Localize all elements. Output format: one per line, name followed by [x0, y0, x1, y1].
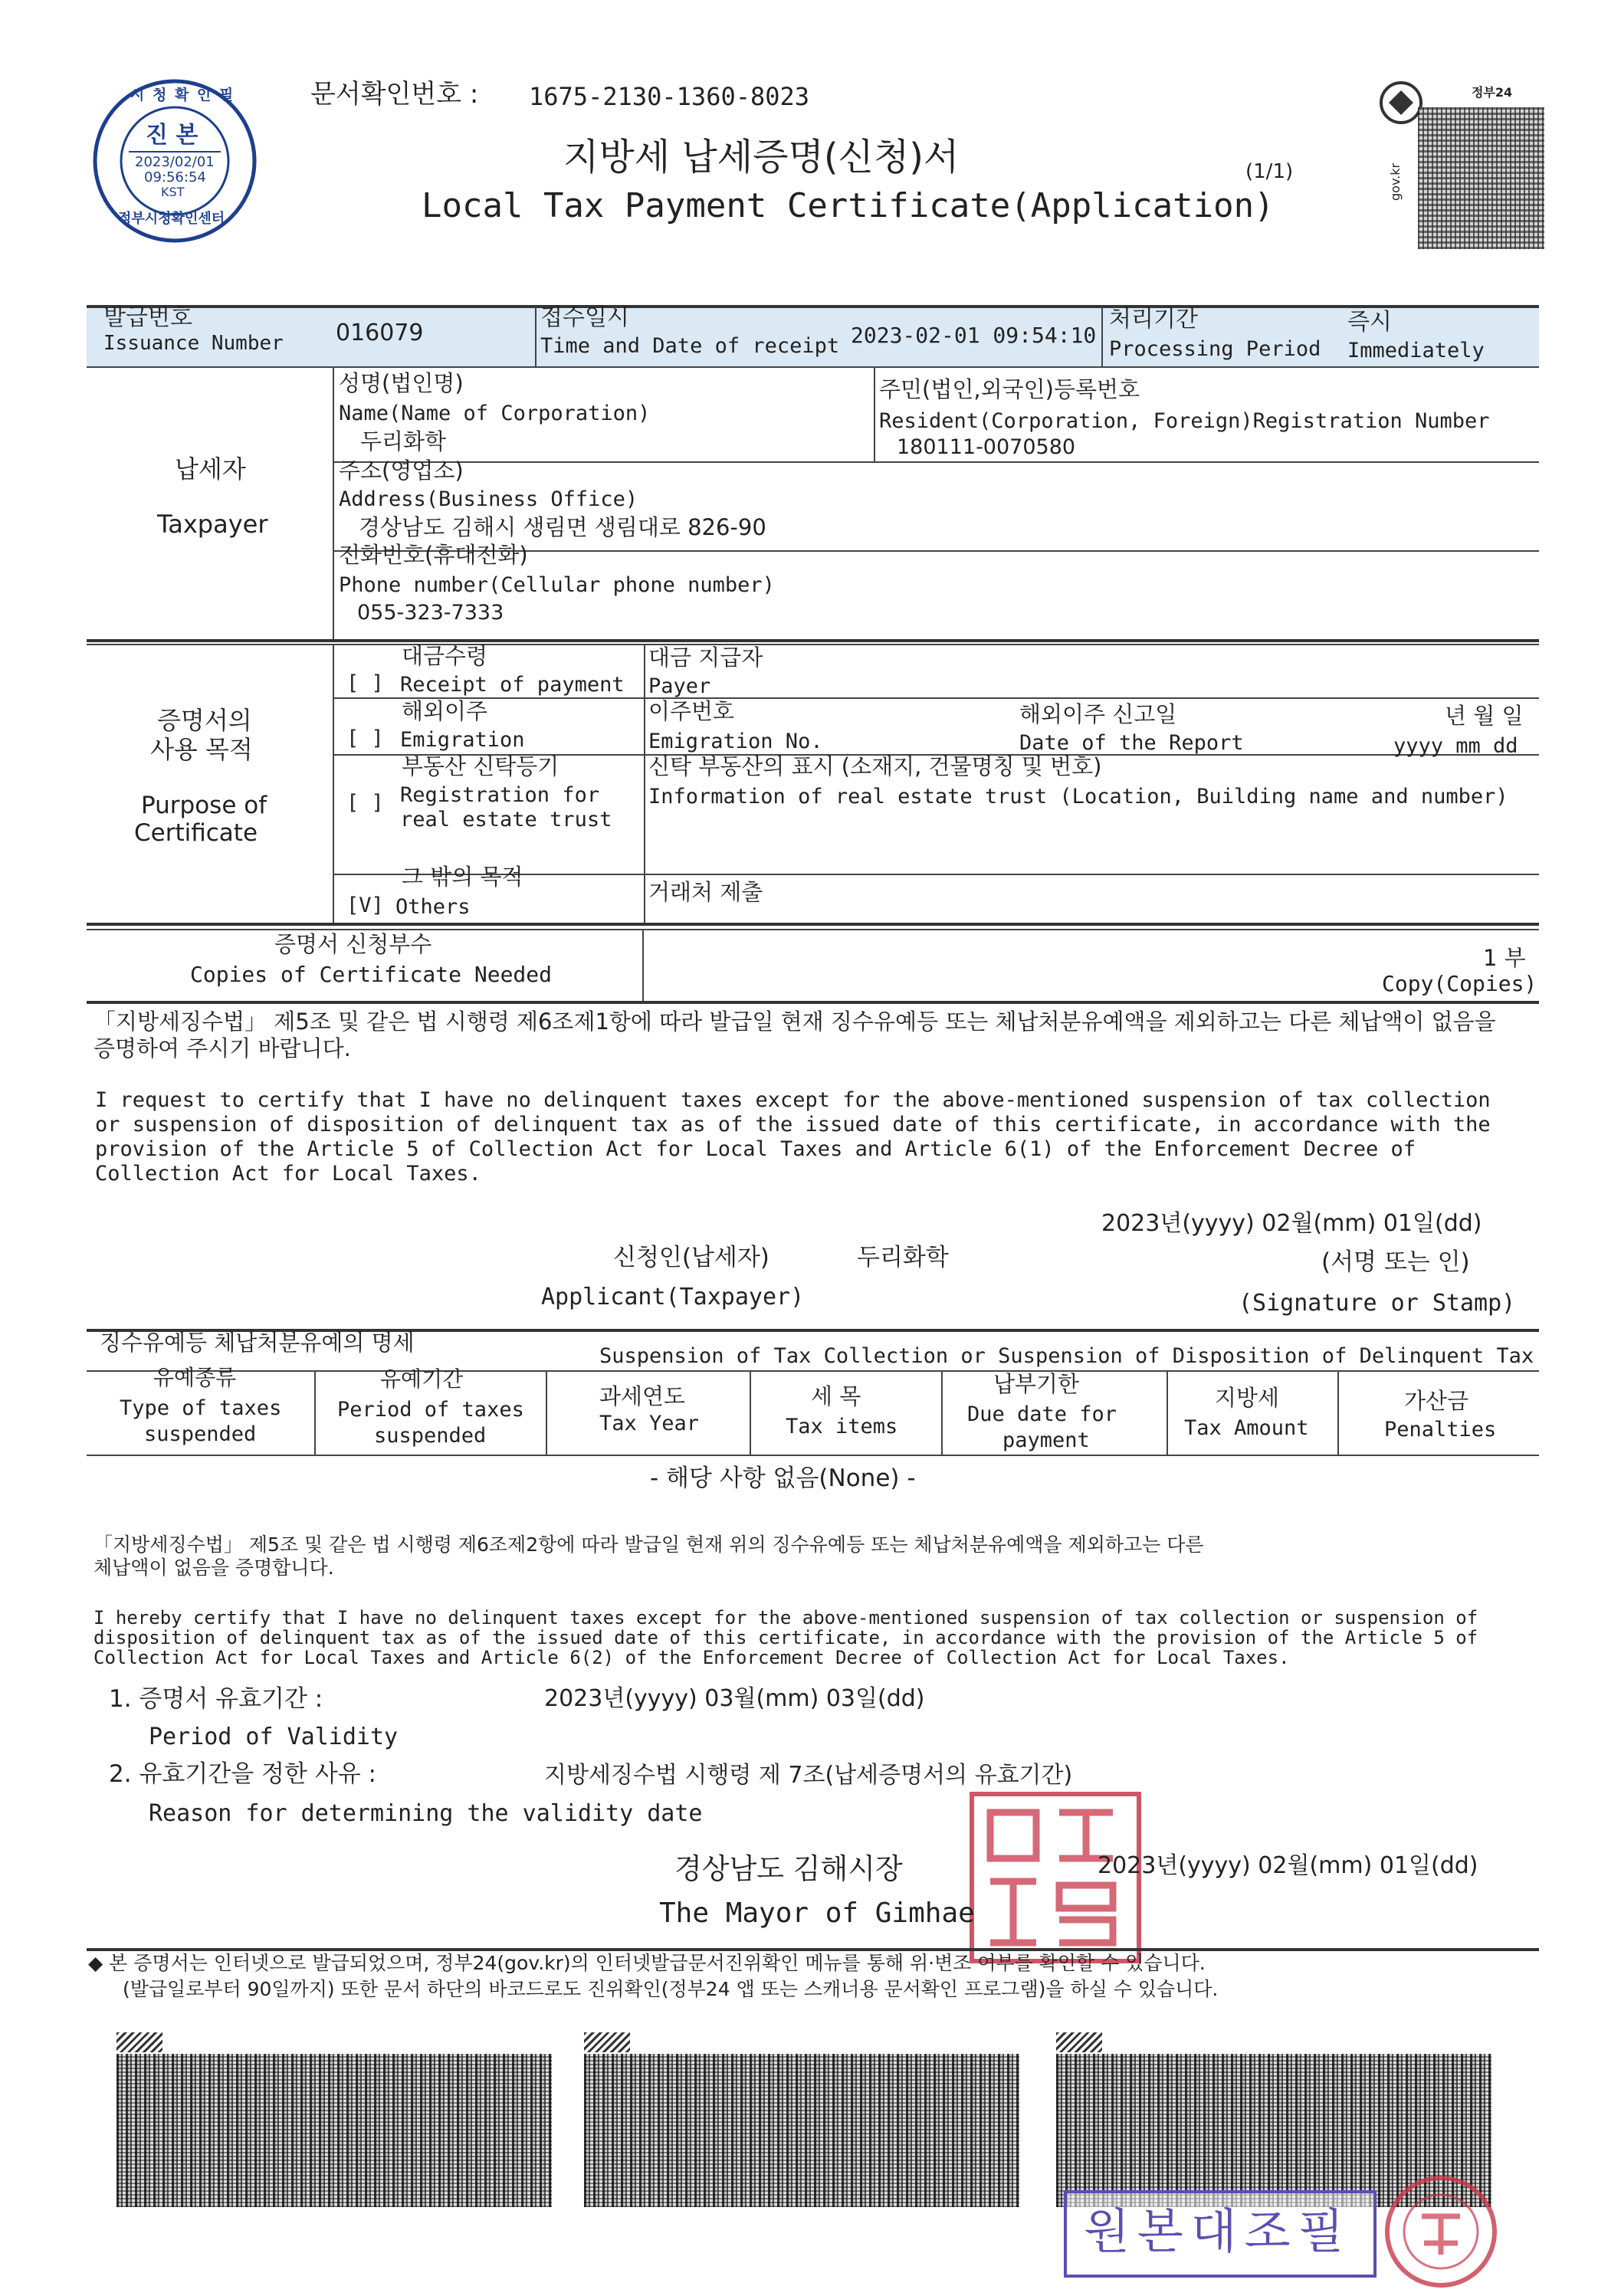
gov-kr-text: gov.kr: [1388, 162, 1403, 201]
barcode-1: [116, 2054, 552, 2207]
col-type-en-1: Type of taxes: [120, 1396, 282, 1420]
reason-label-en: Reason for determining the validity date: [149, 1800, 703, 1827]
reg-label-ko: 주민(법인,외국인)등록번호: [879, 376, 1140, 402]
footer-note-2: (발급일로부터 90일까지) 또한 문서 하단의 바코드로도 진위확인(정부24 앱 또는 스캐너용 문서확인 프로그램)을 하실 수 있습니다.: [123, 1978, 1219, 2000]
doc-check-number: 1675-2130-1360-8023: [529, 82, 810, 111]
col-period-ko: 유예기간: [380, 1366, 464, 1392]
request-text-en-3: provision of the Article 5 of Collection Act for Local Taxes and Article 6(1) of the Enforcement Decree of: [95, 1137, 1416, 1161]
request-text-en-4: Collection Act for Local Taxes.: [95, 1162, 481, 1186]
addr-label-ko: 주소(영업소): [339, 458, 464, 484]
gov24-logo-icon: [1378, 80, 1424, 126]
original-copy-stamp: [1064, 2190, 1377, 2278]
taxpayer-phone: 055-323-7333: [357, 601, 504, 625]
issuance-number: 016079: [336, 320, 424, 346]
col-tax-amount-ko: 지방세: [1215, 1385, 1280, 1411]
suspension-none: - 해당 사항 없음(None) -: [650, 1465, 916, 1492]
others-value: 거래처 제출: [648, 879, 763, 905]
gov24-logo-text: 정부24: [1472, 85, 1513, 100]
report-date-ko: 해외이주 신고일: [1019, 701, 1177, 727]
seal-date: 2023/02/01: [135, 154, 215, 170]
reason-value: 지방세징수법 시행령 제 7조(납세증명서의 유효기간): [544, 1762, 1073, 1789]
trust-registration-en-1: Registration for: [400, 783, 600, 807]
sign-label-en: (Signature or Stamp): [1239, 1290, 1516, 1317]
footer-note-1: ◆ 본 증명서는 인터넷으로 발급되었으며, 정부24(gov.kr)의 인터넷발급문서진위확인 메뉴를 통해 위·변조 여부를 확인할 수 있습니다.: [88, 1952, 1206, 1974]
page-title-ko: 지방세 납세증명(신청)서: [563, 136, 960, 179]
emigration-checkbox[interactable]: [ ]: [346, 727, 384, 750]
purpose-section-en-1: Purpose of: [141, 792, 267, 819]
report-date-en: Date of the Report: [1019, 731, 1244, 755]
period-value-en: Immediately: [1347, 339, 1485, 362]
col-tax-items-ko: 세 목: [811, 1383, 861, 1409]
trust-registration-checkbox[interactable]: [ ]: [346, 791, 384, 815]
receipt-payment-en: Receipt of payment: [400, 673, 625, 697]
seal-top-text: 시 청 확 인 필: [130, 87, 235, 103]
receipt-payment-checkbox[interactable]: [ ]: [346, 671, 384, 695]
receipt-datetime: 2023-02-01 09:54:10: [851, 323, 1097, 348]
request-date: 2023년(yyyy) 02월(mm) 01일(dd): [1101, 1210, 1482, 1237]
ymd-en: yyyy mm dd: [1393, 734, 1518, 758]
emigration-en: Emigration: [400, 728, 525, 752]
trust-info-en: Information of real estate trust (Location, Building name and number): [648, 785, 1508, 809]
qr-code: [1418, 107, 1544, 249]
phone-label-en: Phone number(Cellular phone number): [339, 573, 775, 597]
col-tax-items-en: Tax items: [786, 1415, 898, 1438]
applicant-label-ko: 신청인(납세자): [613, 1244, 769, 1271]
phone-label-ko: 전화번호(휴대전화): [339, 542, 528, 568]
col-type-en-2: suspended: [144, 1422, 257, 1446]
name-label-ko: 성명(법인명): [339, 370, 464, 396]
seal-time: 09:56:54: [144, 169, 206, 185]
issuer-en: The Mayor of Gimhae: [659, 1897, 975, 1929]
issuer-ko: 경상남도 김해시장: [674, 1852, 903, 1885]
issuance-label-en: Issuance Number: [103, 332, 284, 355]
col-tax-year-ko: 과세연도: [599, 1383, 686, 1409]
col-due-date-ko: 납부기한: [993, 1371, 1080, 1397]
reg-label-en: Resident(Corporation, Foreign)Registration Number: [879, 409, 1490, 433]
taxpayer-section-en: Taxpayer: [157, 510, 268, 539]
validity-value: 2023년(yyyy) 03월(mm) 03일(dd): [544, 1685, 925, 1712]
request-text-en-1: I request to certify that I have no delinquent taxes except for the above-mentioned suspension of tax collection: [95, 1088, 1491, 1112]
copies-label-ko: 증명서 신청부수: [274, 931, 432, 957]
taxpayer-name: 두리화학: [360, 428, 447, 454]
addr-label-en: Address(Business Office): [339, 487, 638, 511]
ymd-ko: 년 월 일: [1445, 703, 1524, 729]
taxpayer-address: 경상남도 김해시 생림면 생림대로 826-90: [359, 514, 766, 540]
receipt-payment-ko: 대금수령: [402, 643, 488, 669]
period-label-en: Processing Period: [1109, 337, 1321, 361]
period-value-ko: 즉시: [1347, 309, 1392, 336]
copies-value-ko: 1 부: [1483, 945, 1526, 971]
payer-label-en: Payer: [648, 674, 711, 698]
verification-seal: [90, 77, 259, 245]
certify-text-en-3: Collection Act for Local Taxes and Article 6(2) of the Enforcement Decree of Collection Act for Local Taxes.: [94, 1647, 1290, 1668]
applicant-name: 두리화학: [857, 1244, 949, 1271]
issuance-label-ko: 발급번호: [103, 304, 192, 331]
receipt-label-ko: 접수일시: [540, 304, 629, 331]
purpose-section-ko-2: 사용 목적: [150, 735, 253, 764]
seal-center-text: 진 본: [146, 122, 199, 149]
issue-date: 2023년(yyyy) 02월(mm) 01일(dd): [1098, 1852, 1478, 1879]
suspension-title-ko: 징수유예등 체납처분유예의 명세: [100, 1330, 415, 1356]
emigration-no-ko: 이주번호: [648, 698, 735, 724]
taxpayer-section-ko: 납세자: [175, 454, 246, 484]
col-penalties-ko: 가산금: [1404, 1388, 1469, 1414]
col-due-date-en-2: payment: [1002, 1428, 1090, 1452]
col-tax-amount-en: Tax Amount: [1184, 1416, 1309, 1440]
barcode-2: [584, 2054, 1019, 2207]
col-tax-year-en: Tax Year: [599, 1412, 700, 1435]
emigration-ko: 해외이주: [402, 698, 488, 724]
col-type-ko: 유예종류: [153, 1365, 237, 1390]
barcode-marker-1: [116, 2032, 162, 2052]
copies-label-en: Copies of Certificate Needed: [190, 962, 553, 987]
reason-label-ko: 2. 유효기간을 정한 사유 :: [109, 1760, 376, 1788]
barcode-marker-2: [584, 2032, 630, 2052]
trust-registration-en-2: real estate trust: [400, 808, 612, 831]
certify-text-ko-1: 「지방세징수법」 제5조 및 같은 법 시행령 제6조제2항에 따라 발급일 현재 위의 징수유예등 또는 체납처분유예액을 제외하고는 다른: [94, 1533, 1204, 1556]
col-period-en-2: suspended: [374, 1424, 487, 1448]
page-indicator: (1/1): [1245, 160, 1294, 183]
validity-label-en: Period of Validity: [149, 1724, 399, 1750]
certify-text-ko-2: 체납액이 없음을 증명합니다.: [94, 1556, 334, 1579]
period-label-ko: 처리기간: [1109, 306, 1198, 333]
col-due-date-en-1: Due date for: [967, 1402, 1117, 1426]
others-ko: 그 밖의 목적: [402, 864, 523, 890]
payer-label-ko: 대금 지급자: [648, 645, 763, 671]
page-title-en: Local Tax Payment Certificate(Application): [422, 186, 1275, 225]
trust-registration-ko: 부동산 신탁등기: [402, 753, 559, 779]
certify-text-en-2: disposition of delinquent tax as of the issued date of this certificate, in accordance with the provision of the Article 5 of: [94, 1627, 1478, 1648]
receipt-label-en: Time and Date of receipt: [540, 334, 840, 358]
doc-check-label: 문서확인번호 :: [310, 79, 479, 110]
seal-tz: KST: [161, 185, 185, 199]
stamp-text: 원본대조필: [1084, 2203, 1352, 2259]
certify-text-en-1: I hereby certify that I have no delinquent taxes except for the above-mentioned suspension of tax collection or suspension of: [94, 1607, 1478, 1629]
round-seal-red: [1380, 2170, 1502, 2293]
reg-number: 180111-0070580: [897, 435, 1076, 459]
name-label-en: Name(Name of Corporation): [339, 402, 651, 425]
others-checkbox[interactable]: [V]: [346, 894, 384, 917]
barcode-marker-3: [1056, 2032, 1102, 2052]
request-text-en-2: or suspension of disposition of delinquent tax as of the issued date of this certificate, in accordance with the: [95, 1113, 1491, 1137]
purpose-section-ko-1: 증명서의: [157, 706, 252, 735]
purpose-section-en-2: Certificate: [134, 819, 258, 847]
seal-bottom-text: 정부시청확인센터: [118, 211, 225, 227]
col-period-en-1: Period of taxes: [337, 1398, 524, 1422]
validity-label-ko: 1. 증명서 유효기간 :: [109, 1685, 323, 1713]
applicant-label-en: Applicant(Taxpayer): [541, 1284, 805, 1310]
others-en: Others: [395, 895, 471, 919]
sign-label-ko: (서명 또는 인): [1321, 1248, 1470, 1276]
copies-value-en: Copy(Copies): [1382, 971, 1537, 996]
suspension-title-en: Suspension of Tax Collection or Suspension of Disposition of Delinquent Tax: [599, 1344, 1534, 1368]
request-text-ko: 「지방세징수법」 제5조 및 같은 법 시행령 제6조제1항에 따라 발급일 현재 징수유예등 또는 체납처분유예액을 제외하고는 다른 체납액이 없음을 증명하여 주시기 바랍니다.: [94, 1009, 1496, 1062]
col-penalties-en: Penalties: [1384, 1418, 1497, 1442]
trust-info-ko: 신탁 부동산의 표시 (소재지, 건물명칭 및 번호): [648, 753, 1102, 779]
emigration-no-en: Emigration No.: [648, 730, 823, 753]
